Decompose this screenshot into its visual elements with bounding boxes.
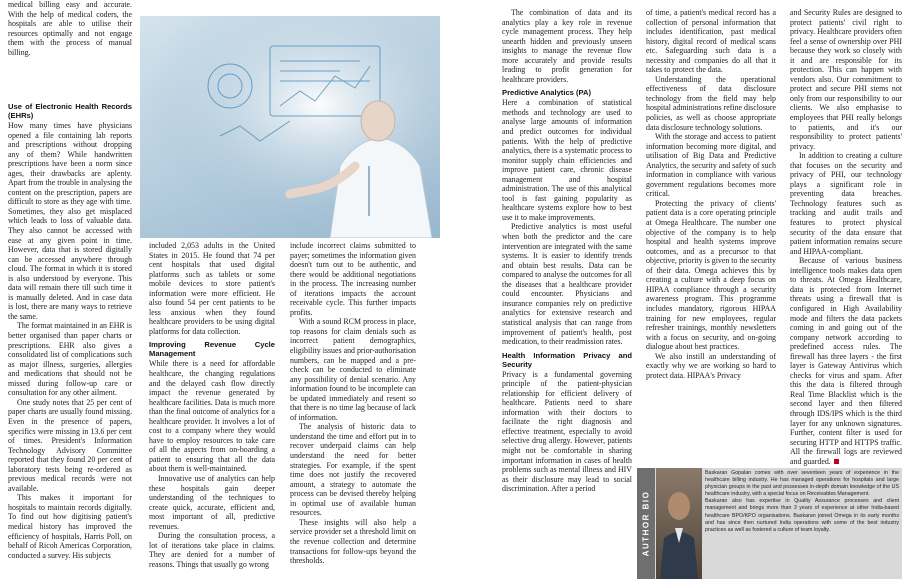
col1-intro: medical billing easy and accurate. With the help of medical coders, the hospitals are able to utilise their resources optimally and not engage them with the process of manual billing.: [8, 0, 132, 57]
col4-p2: Here a combination of statistical methods and technology are used to analyse large amounts of information and predict outcomes for individual patients. With the help of predictive analytics, there is a systematic process to monitor supply chain efficiencies and improve patient care, chronic disease management and hospital administration. The use of this analytical tool is fast gaining popularity as healthcare systems explore how to best use it to make improvements.: [502, 98, 632, 222]
column-4: [502, 8, 632, 494]
col6-p3-text: Because of various business intelligence tools makes data open to threats. At Omega Healthcare, data is protected from Internet threats using a firewall that is configured in High Availability mode and filters the data packets coming in and going out of the company network according to predefined access rules. The firewall has three layers - the first layer is Gateway Antivirus which checks for virus and spam. After this the data is filtered through Real Time Blacklist which is the second layer and then filtered through IDS/IPS which is the third layer for any unknown signatures. Further, content filter is used for securing HTTP and HTTPS traffic. All the firewall logs are reviewed and guarded.: [790, 256, 902, 466]
column-5: [646, 8, 776, 380]
end-of-article-mark: [834, 459, 839, 464]
author-photo: [656, 468, 702, 579]
author-bio-band: [637, 468, 655, 579]
author-bio-box: [637, 468, 902, 579]
column-2: [149, 241, 275, 570]
col5-p1: of time, a patient's medical record has a collection of personal information that includes identification, past medical history, digital record of medical scans etc. Safeguarding such data is a necessity and companies do all that it takes to protect the data.: [646, 8, 776, 75]
col3-p4: These insights will also help a service provider set a threshold limit on the revenue collection and determine transactions for follow-ups beyond the thresholds.: [290, 517, 416, 566]
author-bio-text: [705, 470, 899, 534]
col4-p4: Privacy is a fundamental governing principle of the patient-physician relationship for efficient delivery of healthcare. Patients need to share information with their doctors to facilitate the right diagnosis and effective treatment, especially to avoid selective drug allergy. However, patients might not be comfortable in sharing important information in cases of health problems such as mental illness and HIV as their disclosure may lead to social discrimination. After a period: [502, 369, 632, 494]
col1-p4: This makes it important for hospitals to maintain records digitally. To find out how digitising patient's medical history has improved the efficiency of hospitals, Harris Poll, on behalf of Ricoh Americas Corporation, conducted a survey. His subjects: [8, 493, 132, 560]
article-photo: [140, 16, 440, 238]
col6-p3: [790, 256, 902, 466]
col3-p2: With a sound RCM process in place, top reasons for claim denials such as incorrect patient demographics, eligibility issues and prior-authorisation numbers, can be mapped and a pre-check can be conducted to eliminate any possibility of denial scenario. Any information found to be incomplete can be updated immediately and resent so that there is no time lag because of lack of information.: [290, 317, 416, 422]
col1-p1: How many times have physicians opened a file containing lab reports and prescriptions without dropping any of them? While handwritten prescriptions have been a norm since ages, their drawbacks are aplenty. Apart from the trouble in analysing the content on the prescription, papers are difficult to store as they age with time. Sometimes, they also get misplaced which leads to loss of valuable data. They also cannot be accessed with ease at any given point in time. However, data that is stored digitally can be accessed anywhere through cloud. The format in which it is stored is also understood by everyone. This data will remain there till such time it is manually deleted. And in case data is lost, there are many ways to retrieve the same.: [8, 121, 132, 321]
col2-p2: While there is a need for affordable healthcare, the changing regulations and the delayed cash flow directly impact the revenue generated by healthcare facilities. Data is much more than the final outcome of analytics for a healthcare provider. It involves a lot of cost to a company where they would have to employ resources to take care of all the aspects from on-boarding a patient to ensuring that all the data about them is well-maintained.: [149, 359, 275, 474]
bio-p1: Baskaran Gopalan comes with over seventeen years of experience in the healthcare billing industry. He has managed operations for hospitals and large physician groups in the past and possesses in-depth domain knowledge of the US healthcare industry, with a special focus on Receivables Management.: [705, 470, 899, 498]
col3-p3: The analysis of historic data to understand the time and effort put in to recover underpaid claims can help understand the need for better strategies. For example, if the spent time does not justify the recovered amount, a strategy to automate the process can be devised thereby helping in optimal use of available human resources.: [290, 422, 416, 518]
author-portrait-icon: [656, 468, 702, 579]
col1-p2: The format maintained in an EHR is better organised than paper charts or prescriptions. EHR also gives a consolidated list of complications such as major illness, surgeries, allergies and medications that should not be missed during follow-up care or consultation for any other ailment.: [8, 321, 132, 398]
col1-p3: One study notes that 25 per cent of paper charts are usually found missing. Even in the presence of papers, specifics were missing in 13.6 per cent of times. President's Information Technology Advisory Committee reported that they found 20 per cent of laboratory tests being re-ordered as previous medical records were not available.: [8, 397, 132, 493]
col2-p4: During the consultation process, a lot of iterations take place in claims. They are denied for a number of reasons. Things that usually go wrong: [149, 531, 275, 569]
bio-p2: Baskaran also has expertise in Quality Assurance processes and client management and brings more than 3 years of experience at other India-based healthcare BPO/KPO organisations. Baskaran joined Omega in its early months and has since then nurtured India operations with some of the best industry practices as well as fostered a culture of team loyalty.: [705, 498, 899, 533]
column-6: [790, 8, 902, 466]
col5-p2: Understanding the operational effectiveness of data disclosure technology from the field may help hospital administrations refine disclosure policies, as well as choose appropriate data disclosure technology solutions.: [646, 74, 776, 132]
heading-predictive-analytics: Predictive Analytics (PA): [502, 88, 592, 98]
heading-privacy-security: Health Information Privacy and Security: [502, 350, 632, 369]
heading-rcm: Improving Revenue Cycle Management: [149, 340, 275, 359]
col5-p5: We also instill an understanding of exactly why we are working so hard to protect data. HIPAA's Privacy: [646, 351, 776, 380]
col5-p3: With the storage and access to patient information becoming more digital, and utilisation of Big Data and Predictive Analytics, the security and safety of such information in compliance with various government regulations becomes more critical.: [646, 132, 776, 199]
column-3: [290, 241, 416, 566]
heading-ehr: Use of Electronic Health Records (EHRs): [8, 102, 132, 120]
col6-p2: In addition to creating a culture that focuses on the security and privacy of PHI, our technology plays a significant role in preventing data breaches. Technology features such as tracking and audit trails and features to protect physical security of the data ensure that patient information remains secure and HIPAA-compliant.: [790, 151, 902, 256]
doctor-digital-health-illustration: [140, 16, 440, 238]
col2-p1: included 2,053 adults in the United States in 2015. He found that 74 per cent hospitals that used digital platforms such as tablets or some mobile devices to store patient's information were more efficient. He also found 54 per cent patients to be less anxious when they found healthcare providers to be using digital platforms for data collection.: [149, 241, 275, 336]
col4-p3: Predictive analytics is most useful when both the predictor and the care intervention are integrated with the same systems. It is easier to identify trends and obtain best results. Data can be compared to analyse the outcomes for all the diseases that a healthcare provider could encounter. Physicians and insurance companies rely on predictive analytics for extensive research and statistical analysis that can range from improvement of patient's health, post medication, to their readmission rates.: [502, 222, 632, 347]
col6-p1: and Security Rules are designed to protect patients' civil right to privacy. Healthcare providers often feel a sense of ownership over PHI because they work so closely with it and are responsible for its protection. This can happen with vendors also. Our commitment to protect and secure PHI stems not only from our responsibility to our clients. We also emphasise to employees that PHI really belongs to patients, and it's our responsibility to protect patients' privacy.: [790, 8, 902, 151]
col2-p3: Innovative use of analytics can help these hospitals gain deeper understanding of the techniques to create quick, accurate, efficient and, most important of all, predictive revenues.: [149, 474, 275, 531]
col3-p1: include incorrect claims submitted to payer; sometimes the information given doesn't turn out to be authentic, and there would be additional negotiations in the process. The increasing number of iterations impacts the account receivable cycle. This further impacts profits.: [290, 241, 416, 317]
col5-p4: Protecting the privacy of clients' patient data is a core operating principle at Omega Healthcare. The number one objective of the company is to help hospital and health systems improve outcomes, and as a precursor to that objective, priority is given to the security of their data. Omega achieves this by creating a culture with a deep focus on HIPAA compliance through a security awareness program. This programme includes mandatory, rigorous HIPAA training for new employees, regular refresher trainings, monthly newsletters with a focus on security, and on-going dialogue about best practices.: [646, 198, 776, 352]
column-1: [8, 0, 132, 560]
col4-p1: The combination of data and its analytics play a key role in revenue cycle management process. They help unearth hidden and previously unseen insights to manage the revenue flow more accurately and provide results leading to profit generation for healthcare providers.: [502, 8, 632, 84]
author-bio-label: AUTHOR BIO: [641, 490, 651, 557]
